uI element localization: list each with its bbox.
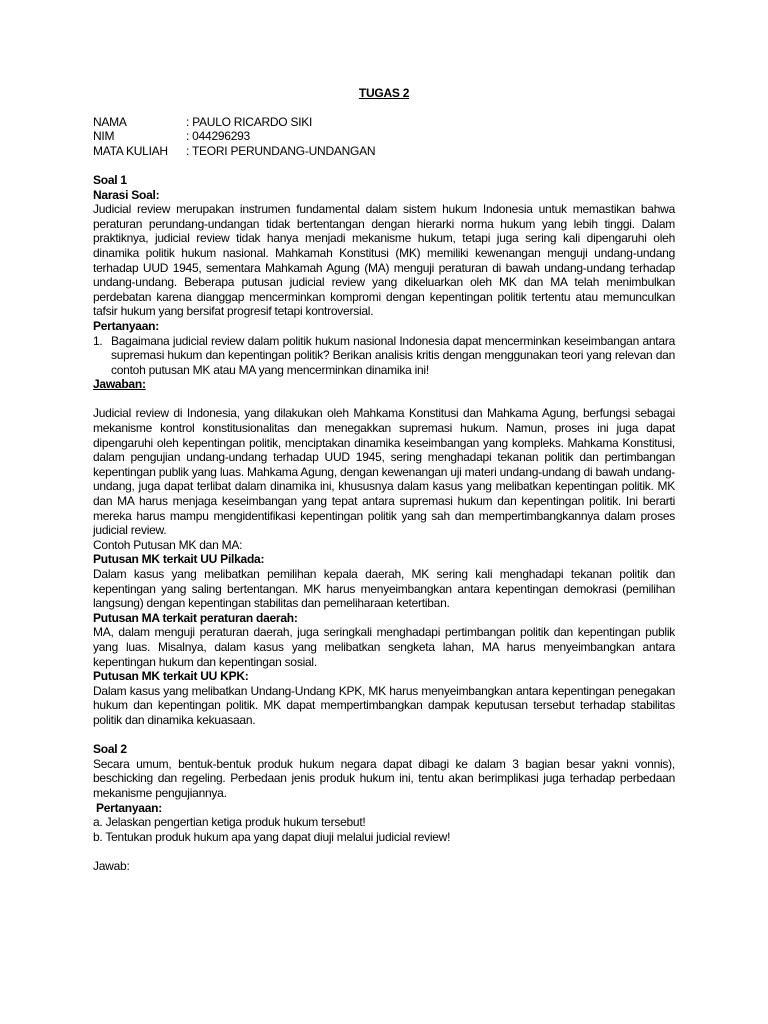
contoh-label: Contoh Putusan MK dan MA: [93, 537, 243, 552]
jawaban-label: Jawaban: [93, 377, 146, 392]
soal-2-paragraph: Secara umum, bentuk-bentuk produk hukum negara dapat dibagi ke dalam 3 bagian besar yakni vonnis), beschicking dan regeling. Perbedaan jenis produk hukum ini, tentu akan berimplikasi juga terhadap perbedaan mekanisme pengujiannya. [93, 756, 675, 800]
narasi-paragraph: Judicial review merupakan instrumen fundamental dalam sistem hukum Indonesia untuk memastikan bahwa peraturan perundang-undangan tidak bertentangan dengan hierarki norma hukum yang lebih tinggi. Dalam praktiknya, judicial review tidak hanya menjadi mekanisme hukum, tetapi juga sering kali dipengaruhi oleh dinamika politik hukum nasional. Mahkamah Konstitusi (MK) memiliki kewenangan menguji undang-undang terhadap UUD 1945, sementara Mahkamah Agung (MA) menguji peraturan di bawah undang-undang terhadap undang-undang. Beberapa putusan judicial review yang dikeluarkan oleh MK dan MA telah menimbulkan perdebatan karena dianggap mencerminkan kompromi dengan kepentingan politik tertentu atau memunculkan tafsir hukum yang bersifat progresif tetapi kontroversial. [93, 202, 675, 319]
student-info [93, 115, 675, 159]
meta-label: NIM [93, 129, 115, 144]
soal-1-section [93, 173, 675, 728]
narasi-label: Narasi Soal: [93, 187, 160, 202]
jawaban-paragraph: Judicial review di Indonesia, yang dilakukan oleh Mahkama Konstitusi dan Mahkama Agung, berfungsi sebagai mekanisme kontrol konstitusionalitas dan menegakkan supremasi hukum. Namun, proses ini juga dapat dipengaruhi oleh kepentingan politik, menciptakan dinamika keseimbangan yang kompleks. Mahkama Konstitusi, dalam pengujian undang-undang terhadap UUD 1945, sering menghadapi tekanan politik dan pertimbangan kepentingan publik yang luas. Mahkama Agung, dengan kewenangan uji materi undang-undang di bawah undang-undang, juga dapat terlibat dalam dinamika ini, khususnya dalam kasus yang melibatkan kepentingan politik. MK dan MA harus menjaga keseimbangan yang tepat antara supremasi hukum dan kepentingan politik. Ini berarti mereka harus mampu mengidentifikasi kepentingan politik yang sah dan mempertimbangkannya dalam proses judicial review. [93, 406, 675, 538]
contoh-text: Dalam kasus yang melibatkan pemilihan kepala daerah, MK sering kali menghadapi tekanan politik dan kepentingan yang saling bertentangan. MK harus menyeimbangkan antara kepentingan demokrasi (pemilihan langsung) dengan kepentingan stabilitas dan pemeliharaan ketertiban. [93, 567, 675, 611]
pertanyaan-label: Pertanyaan: [93, 318, 159, 333]
soal-2-heading: Soal 2 [93, 742, 127, 757]
soal-1-heading: Soal 1 [93, 172, 127, 187]
document-page [93, 86, 675, 873]
meta-row-nama [93, 115, 675, 130]
contoh-text: MA, dalam menguji peraturan daerah, juga seringkali menghadapi pertimbangan politik dan kepentingan publik yang luas. Misalnya, dalam kasus yang melibatkan sengketa lahan, MA harus menyeimbangkan antara kepentingan hukum dan kepentingan sosial. [93, 625, 675, 669]
question-number: 1. [93, 333, 103, 348]
contoh-text: Dalam kasus yang melibatkan Undang-Undang KPK, MK harus menyeimbangkan antara kepentingan penegakan hukum dan kepentingan politik. MK dapat mempertimbangkan dampak keputusan tersebut terhadap stabilitas politik dan dinamika kekuasaan. [93, 683, 675, 727]
question-item [93, 334, 675, 378]
meta-label: MATA KULIAH [93, 143, 168, 158]
soal-2-section [93, 742, 675, 873]
soal-2-item: b. Tentukan produk hukum apa yang dapat diuji melalui judicial review! [93, 829, 451, 844]
contoh-heading: Putusan MA terkait peraturan daerah: [93, 610, 298, 625]
question-text: Bagaimana judicial review dalam politik hukum nasional Indonesia dapat mencerminkan keseimbangan antara supremasi hukum dan kepentingan politik? Berikan analisis kritis dengan menggunakan teori yang relevan dan contoh putusan MK atau MA yang mencerminkan dinamika ini! [111, 333, 675, 377]
meta-value: : 044296293 [186, 129, 250, 144]
soal-2-pertanyaan-label: Pertanyaan: [96, 800, 162, 815]
meta-value: : PAULO RICARDO SIKI [186, 114, 313, 129]
meta-row-nim [93, 129, 675, 144]
jawab-label: Jawab: [93, 858, 130, 873]
contoh-heading: Putusan MK terkait UU Pilkada: [93, 552, 265, 567]
meta-label: NAMA [93, 114, 127, 129]
meta-value: : TEORI PERUNDANG-UNDANGAN [186, 143, 376, 158]
document-title: TUGAS 2 [358, 86, 410, 100]
meta-row-mata-kuliah [93, 144, 675, 159]
contoh-heading: Putusan MK terkait UU KPK: [93, 669, 249, 684]
soal-2-item: a. Jelaskan pengertian ketiga produk hukum tersebut! [93, 815, 366, 830]
